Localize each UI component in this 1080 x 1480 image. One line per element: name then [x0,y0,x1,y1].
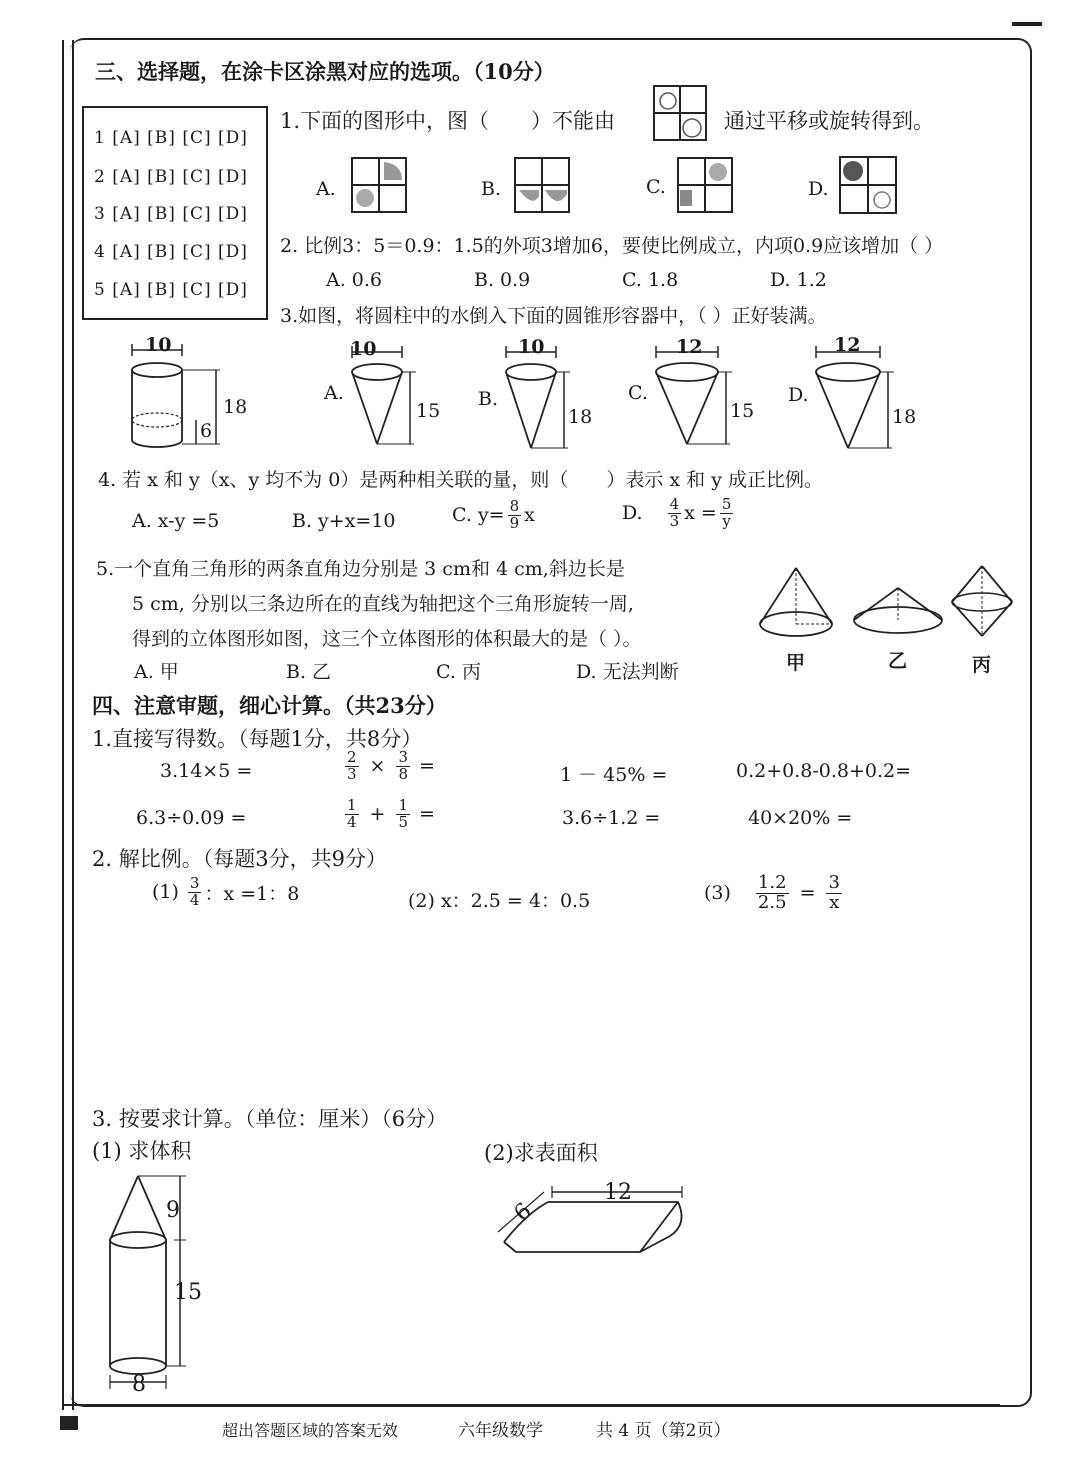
calc-r2-b-num2: 1 [398,796,409,814]
q4-c-suffix: x [524,504,535,527]
q4-c-denominator: 9 [509,513,520,532]
p3-fig2-diameter: 6 [509,1198,537,1227]
calc-r2-b-frac2 [396,798,410,831]
calc-r1-b-frac2 [396,750,410,783]
q3-cylinder-diameter: 10 [145,334,172,356]
calc-r2-b-frac1 [345,798,359,831]
q5-solids-figure [756,562,1026,646]
calc-r2-a: 6.3÷0.09 = [136,807,247,829]
q3-cone-c-height: 15 [730,400,755,422]
q2-option-b[interactable]: B. 0.9 [474,269,531,291]
q4-option-c[interactable] [452,499,535,532]
section4-heading: 四、注意审题，细心计算。（共23分） [92,693,447,718]
calc-r1-b-frac1 [345,750,359,783]
p3-fig1-cone-height: 9 [166,1198,180,1223]
q5-option-b[interactable]: B. 乙 [286,661,332,683]
q3-cone-b-figure [498,340,598,452]
q4-d-denominator-right: y [722,511,731,530]
p3-fig1-cone-cylinder [100,1170,220,1400]
q2-text: 2. 比例3：5＝0.9：1.5的外项3增加6，要使比例成立，内项0.9应该增加（ ） [280,235,944,257]
q3-cone-a-diameter: 10 [350,338,377,360]
p3-sub1: (1) 求体积 [92,1139,192,1163]
q4-d-fraction-left [668,497,682,530]
calc-r2-b-den1: 4 [347,812,357,831]
q5-label-jia: 甲 [786,652,806,674]
proportion-3-label: (3) [704,882,731,905]
q5-label-bing: 丙 [972,654,992,676]
calc-r1-b [342,750,435,783]
proportion-3 [704,874,845,913]
q5-option-a[interactable]: A. 甲 [134,661,179,683]
proportion-3-eq: = [799,882,816,905]
proportion-1-label: (1) [152,881,179,904]
q5-line2: 5 cm, 分别以三条边所在的直线为轴把这个三角形旋转一周, [132,593,634,615]
calc-r2-c: 3.6÷1.2 = [562,807,661,829]
p3-title: 3. 按要求计算。（单位：厘米）（6分） [92,1107,448,1131]
footer-mark [60,1416,78,1430]
q3-water-height: 6 [200,420,213,442]
section3-heading: 三、选择题，在涂卡区涂黑对应的选项。（10分） [95,59,555,84]
margin-line-outer [62,40,64,1410]
footer-note: 超出答题区域的答案无效 [222,1421,399,1440]
q1-reference-figure [652,84,708,142]
q3-cylinder-height: 18 [223,396,248,418]
q5-option-c[interactable]: C. 丙 [436,661,481,683]
p1-title: 1.直接写得数。（每题1分，共8分） [92,727,423,751]
q4-text: 4. 若 x 和 y（x、y 均不为 0）是两种相关联的量，则（ ）表示 x 和 y 成正比例。 [98,469,823,491]
proportion-1 [152,876,299,909]
calc-r1-b-eq: = [419,755,435,778]
q1-option-a-figure [350,156,408,214]
q3-cone-d-label[interactable]: D. [788,384,809,406]
q4-d-numerator-right: 5 [721,495,732,513]
proportion-3-den2: x [829,891,840,913]
q2-option-d[interactable]: D. 1.2 [770,269,827,291]
p3-sub2: (2)求表面积 [484,1141,598,1165]
proportion-3-frac1 [756,874,789,913]
proportion-1-rest: ：x =1：8 [204,882,300,905]
calc-r1-d: 0.2+0.8-0.8+0.2= [736,760,912,782]
q4-d-prefix: D. [622,502,643,525]
q2-option-a[interactable]: A. 0.6 [326,269,383,291]
answer-card [82,106,268,320]
q3-cone-d-height: 18 [892,406,917,428]
footer-subject: 六年级数学 [458,1421,543,1441]
calc-r2-b [342,798,435,831]
proportion-2: (2) x：2.5 = 4：0.5 [408,890,591,912]
calc-r1-b-num2: 3 [398,748,409,766]
p3-fig1-diameter: 8 [132,1372,146,1397]
calc-r1-b-den2: 8 [398,764,409,783]
q3-cone-b-height: 18 [568,406,593,428]
calc-r2-b-eq: = [419,803,435,826]
q3-cone-d-figure [810,340,920,452]
p2-title: 2. 解比例。（每题3分，共9分） [92,847,387,871]
calc-r1-a: 3.14×5 = [160,760,253,782]
q1-text-post: 通过平移或旋转得到。 [724,109,934,133]
q4-c-prefix: C. y= [452,504,505,527]
q3-cone-b-diameter: 10 [518,336,545,358]
q4-d-fraction-right [720,497,734,530]
proportion-1-num: 3 [189,874,200,892]
calc-r1-b-den1: 3 [347,764,357,783]
calc-r1-c: 1 － 45% = [560,764,668,786]
q1-option-c-label[interactable]: C. [646,176,666,198]
proportion-3-frac2 [826,874,841,913]
q3-cone-c-label[interactable]: C. [628,382,648,404]
q1-option-c-figure [676,156,734,214]
q4-d-middle: x = [684,502,717,525]
q4-option-d[interactable] [622,497,736,530]
q4-d-denominator-left: 3 [669,511,680,530]
p3-fig2-length: 12 [604,1180,632,1205]
proportion-3-den1: 2.5 [757,891,787,913]
q4-c-numerator: 8 [509,497,520,515]
bottom-border [62,1404,1000,1406]
calc-r2-b-num1: 1 [347,796,357,814]
proportion-3-num2: 3 [828,872,840,893]
q3-cone-c-figure [650,340,760,452]
footer-pages: 共 4 页（第2页） [596,1421,731,1441]
q3-cone-a-height: 15 [416,400,441,422]
q1-option-b-figure [513,156,571,214]
q5-line3: 得到的立体图形如图，这三个立体图形的体积最大的是（ ）。 [132,628,642,650]
calc-r2-b-op: + [369,803,386,826]
q3-text: 3.如图，将圆柱中的水倒入下面的圆锥形容器中，（ ）正好装满。 [280,305,827,327]
q4-c-fraction [508,499,522,532]
q3-cone-a-label[interactable]: A. [324,382,344,404]
card-row-2[interactable]: 2 [A] [B] [C] [D] [94,167,248,187]
q4-d-numerator-left: 4 [669,495,680,513]
card-row-5[interactable]: 5 [A] [B] [C] [D] [94,280,248,300]
p3-fig1-cylinder-height: 15 [174,1280,202,1305]
q5-line1: 5.一个直角三角形的两条直角边分别是 3 cm和 4 cm,斜边长是 [96,558,625,580]
proportion-1-fraction [188,876,202,909]
q1-option-d-label[interactable]: D. [808,178,829,200]
calc-r1-b-op: × [369,755,386,778]
q4-option-a[interactable]: A. x-y =5 [132,510,220,532]
corner-mark [1012,22,1042,26]
card-row-1[interactable]: 1 [A] [B] [C] [D] [94,128,248,148]
q2-option-c[interactable]: C. 1.8 [622,269,679,291]
q1-option-a-label[interactable]: A. [316,178,336,200]
calc-r2-b-den2: 5 [398,812,409,831]
q3-cone-c-diameter: 12 [676,336,703,358]
q3-cone-d-diameter: 12 [834,334,861,356]
card-row-3[interactable]: 3 [A] [B] [C] [D] [94,204,248,224]
q1-option-b-label[interactable]: B. [481,178,502,200]
q5-label-yi: 乙 [888,650,908,672]
q5-option-d[interactable]: D. 无法判断 [576,661,679,683]
proportion-1-den: 4 [189,890,200,909]
calc-r1-b-num1: 2 [347,748,357,766]
q1-option-d-figure [838,155,898,215]
q4-option-b[interactable]: B. y+x=10 [292,510,396,532]
q1-text-pre: 1.下面的图形中，图（ ）不能由 [280,109,616,133]
card-row-4[interactable]: 4 [A] [B] [C] [D] [94,242,248,262]
calc-r2-d: 40×20% = [748,807,853,829]
q3-cone-b-label[interactable]: B. [478,388,499,410]
proportion-3-num1: 1.2 [757,872,787,893]
